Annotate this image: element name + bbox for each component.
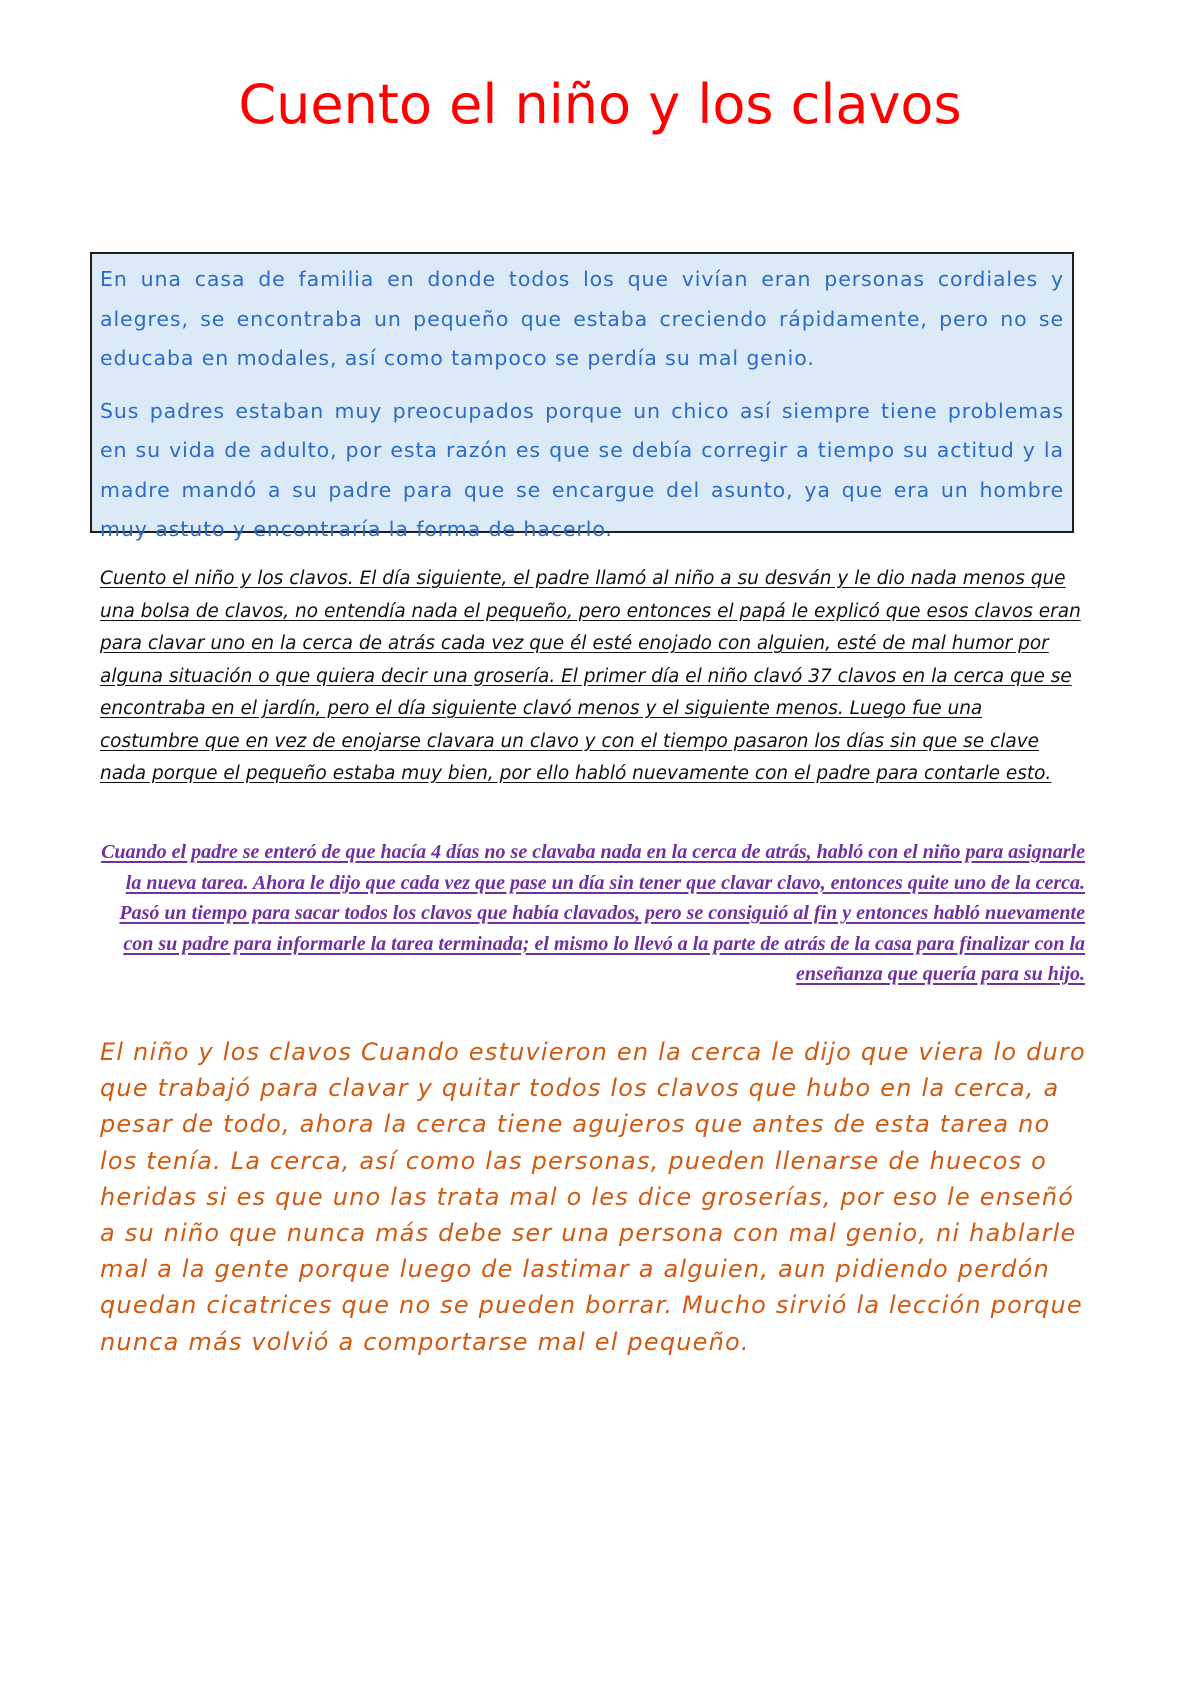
intro-paragraph-1: En una casa de familia en donde todos los que vivían eran personas cordiales y alegres, se encontraba un pequeño que estaba creciendo rápidamente, pero no se educaba en modales, así como tampoco se perdía su mal genio. — [100, 267, 1064, 370]
story-paragraph-orange: El niño y los clavos Cuando estuvieron en la cerca le dijo que viera lo duro que trabajó para clavar y quitar todos los clavos que hubo en la cerca, a pesar de todo, ahora la cerca tiene agujeros que antes de esta tarea no los tenía. La cerca, así como las personas, pueden llenarse de huecos o heridas si es que uno las trata mal o les dice groserías, por eso le enseñó a su niño que nunca más debe ser una persona con mal genio, ni hablarle mal a la gente porque luego de lastimar a alguien, aun pidiendo perdón quedan cicatrices que no se pueden borrar. Mucho sirvió la lección porque nunca más volvió a comportarse mal el pequeño. — [100, 1038, 1086, 1356]
story-paragraph-purple: Cuando el padre se enteró de que hacía 4 días no se clavaba nada en la cerca de atrás, habló con el niño para asignarle la nueva tarea. Ahora le dijo que cada vez que pase un día sin tener que clavar clavo, entonces quite uno de la cerca. Pasó un tiempo para sacar todos los clavos que había clavados, pero se consiguió al fin y entonces habló nuevamente con su padre para informarle la tarea terminada; el mismo lo llevó a la parte de atrás de la casa para finalizar con la enseñanza que quería para su hijo. — [101, 841, 1085, 985]
story-paragraph-black: Cuento el niño y los clavos. El día siguiente, el padre llamó al niño a su desván y le dio nada menos que una bolsa de clavos, no entendía nada el pequeño, pero entonces el papá le explicó que esos clavos eran para clavar uno en la cerca de atrás cada vez que él esté enojado con alguien, esté de mal humor por alguna situación o que quiera decir una grosería. El primer día el niño clavó 37 clavos en la cerca que se encontraba en el jardín, pero el día siguiente clavó menos y el siguiente menos. Luego fue una costumbre que en vez de enojarse clavara un clavo y con el tiempo pasaron los días sin que se clave nada porque el pequeño estaba muy bien, por ello habló nuevamente con el padre para contarle esto. — [100, 568, 1081, 784]
document-title: Cuento el niño y los clavos — [238, 73, 962, 136]
intro-paragraph-2: Sus padres estaban muy preocupados porque un chico así siempre tiene problemas en su vida de adulto, por esta razón es que se debía corregir a tiempo su actitud y la madre mandó a su padre para que se encargue del asunto, ya que era un hombre muy astuto y encontraría la forma de hacerlo. — [100, 398, 1064, 541]
intro-box — [90, 252, 1074, 541]
